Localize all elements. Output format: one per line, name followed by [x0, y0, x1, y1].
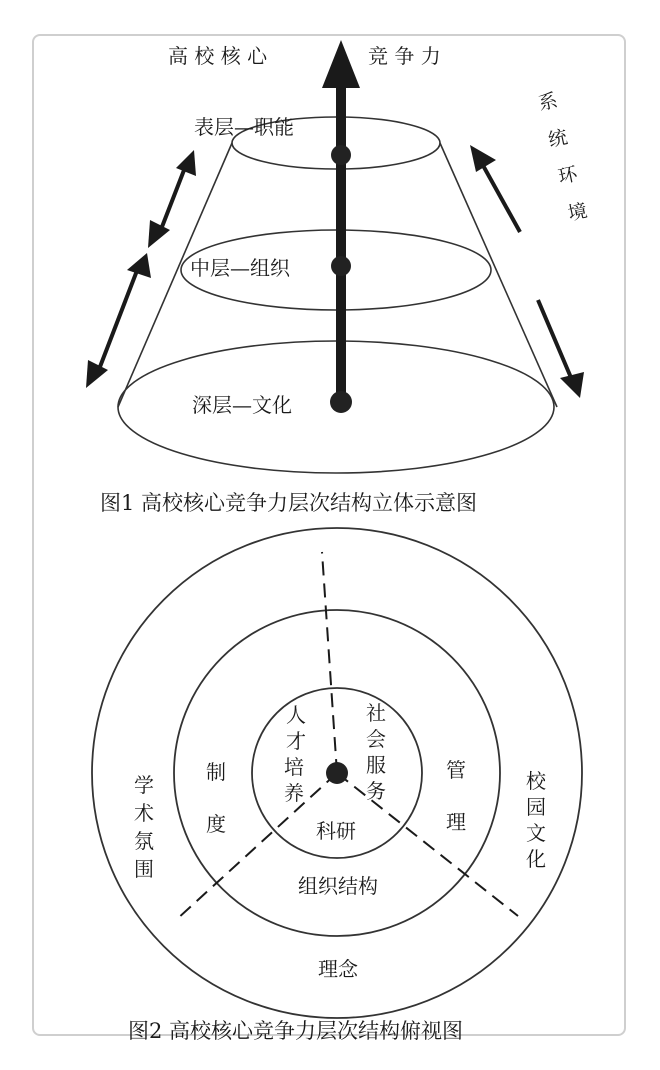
left-arrow-lower-head-bottom [86, 360, 108, 388]
bottom-layer-node [330, 391, 352, 413]
left-arrow-upper-head-bottom [148, 220, 170, 248]
academic-atmosphere-char: 学 [134, 773, 154, 797]
management-label-char: 理 [446, 810, 466, 834]
academic-atmosphere-char: 氛 [134, 829, 154, 853]
side-label-char: 境 [566, 199, 590, 226]
label-char: 培 [284, 755, 304, 779]
academic-atmosphere-char: 围 [134, 857, 154, 881]
figure1-title-right: 竞 争 力 [368, 44, 441, 68]
research-label: 科研 [316, 819, 356, 843]
right-arrow-lower-head [560, 372, 584, 398]
side-label-char: 环 [556, 162, 580, 189]
left-arrow-lower-shaft [98, 268, 138, 372]
figure1-diagram [86, 40, 589, 515]
talent-training-label [284, 703, 306, 805]
label-char: 人 [286, 703, 306, 727]
center-node [326, 762, 348, 784]
left-arrow-upper-shaft [160, 165, 186, 232]
org-structure-label: 组织结构 [298, 874, 378, 898]
side-label-char: 统 [546, 126, 570, 152]
left-arrow-lower-head-top [127, 253, 151, 278]
philosophy-label: 理念 [318, 957, 358, 981]
right-arrow-lower-shaft [538, 300, 572, 380]
left-arrow-upper-head-top [176, 150, 196, 176]
campus-culture-char: 园 [526, 795, 546, 819]
frustum-right-edge [440, 143, 557, 407]
label-char: 才 [286, 729, 306, 753]
figure2-caption: 图2 高校核心竞争力层次结构俯视图 [128, 1019, 464, 1043]
label-char: 社 [366, 701, 386, 725]
figure1-title-left: 高 校 核 心 [168, 44, 268, 68]
bottom-layer-label: 深层—文化 [192, 393, 292, 417]
system-label-char: 度 [206, 812, 226, 836]
axis-arrowhead [322, 40, 360, 88]
top-layer-node [331, 145, 351, 165]
social-service-label [366, 701, 386, 803]
label-char: 养 [284, 781, 304, 805]
label-char: 会 [366, 727, 386, 751]
campus-culture-char: 校 [526, 769, 546, 793]
campus-culture-char: 文 [526, 821, 546, 845]
system-environment-label [536, 88, 589, 226]
figure2-diagram [92, 528, 582, 1043]
middle-layer-label: 中层—组织 [190, 256, 290, 280]
label-char: 服 [366, 753, 386, 777]
campus-culture-char: 化 [526, 847, 546, 871]
right-arrow-upper-shaft [480, 160, 520, 232]
middle-layer-node [331, 256, 351, 276]
management-label-char: 管 [446, 758, 466, 782]
system-label-char: 制 [206, 760, 226, 784]
academic-atmosphere-char: 术 [134, 801, 154, 825]
label-char: 务 [366, 779, 386, 803]
side-label-char: 系 [536, 89, 560, 115]
figure1-caption: 图1 高校核心竞争力层次结构立体示意图 [100, 491, 478, 515]
divider-top [322, 552, 337, 773]
top-layer-label: 表层—职能 [194, 115, 294, 139]
